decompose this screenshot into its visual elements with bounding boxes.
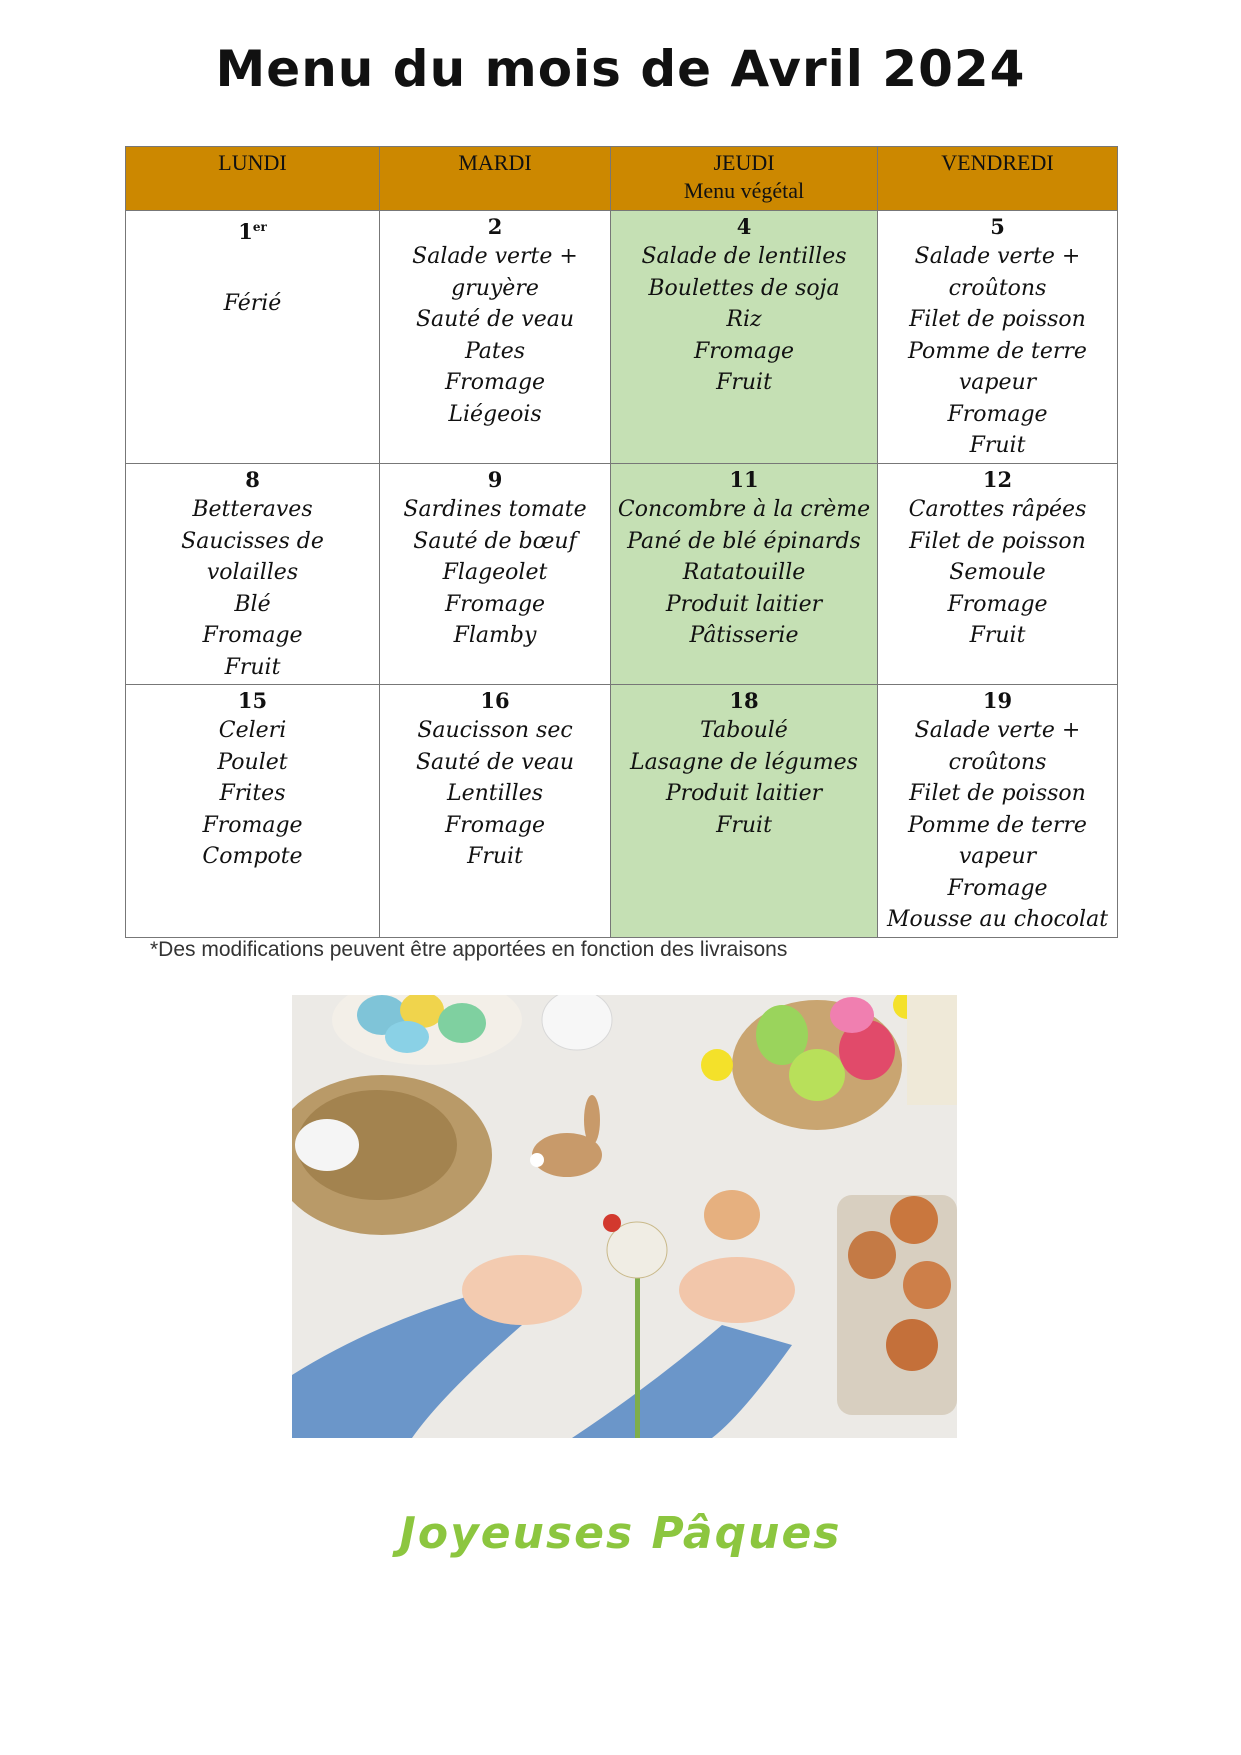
- dish: Produit laitier: [665, 591, 823, 617]
- dish: croûtons: [948, 749, 1047, 775]
- dish: Filet de poisson: [909, 307, 1086, 332]
- dish: Celeri: [218, 718, 287, 743]
- page-title: Menu du mois de Avril 2024: [215, 40, 1026, 98]
- dish: Flamby: [453, 623, 537, 648]
- day-cell-lundi: [126, 464, 380, 685]
- dish: Produit laitier: [665, 781, 823, 806]
- dish: Taboulé: [700, 718, 788, 743]
- day-number: 15: [237, 688, 268, 713]
- menu-table: [125, 146, 1118, 938]
- dish: Pates: [464, 338, 526, 364]
- dish: Liégeois: [448, 401, 542, 427]
- dish: Férié: [223, 291, 282, 316]
- day-cell-mardi: [380, 685, 611, 938]
- dish: Ratatouille: [682, 560, 806, 585]
- day-number: 1er: [238, 219, 267, 244]
- dish: gruyère: [451, 275, 539, 301]
- day-cell-vendredi: [878, 211, 1118, 464]
- header-lundi: LUNDI: [126, 147, 380, 211]
- header-jeudi-subtitle: Menu végétal: [683, 178, 805, 203]
- dish: Concombre à la crème: [617, 497, 871, 522]
- dish: Fromage: [947, 591, 1048, 617]
- day-number: 19: [982, 688, 1013, 713]
- dish: Pâtisserie: [689, 623, 799, 648]
- day-number: 8: [245, 467, 260, 492]
- dish: Compote: [202, 844, 303, 869]
- dish: Fruit: [716, 370, 772, 395]
- day-number: 2: [487, 214, 503, 239]
- dish: Fromage: [444, 591, 546, 617]
- dish: Sauté de veau: [415, 749, 575, 775]
- dish: Fromage: [202, 623, 303, 648]
- day-number: 9: [487, 467, 503, 492]
- dish: Fruit: [224, 654, 281, 680]
- dish: Blé: [234, 591, 271, 617]
- day-number: 4: [736, 214, 752, 239]
- header-row: [126, 147, 1118, 211]
- day-number: 16: [480, 688, 510, 713]
- day-cell-jeudi: [611, 464, 878, 685]
- dish: Flageolet: [442, 560, 548, 585]
- dish: Fromage: [202, 812, 303, 838]
- dish: Salade de lentilles: [641, 244, 847, 269]
- day-number: 18: [729, 688, 759, 713]
- easter-photo: [292, 995, 957, 1438]
- dish: Fromage: [444, 812, 546, 838]
- dish: Salade verte +: [914, 244, 1081, 269]
- dish: Carottes râpées: [908, 497, 1087, 522]
- dish: Salade verte +: [412, 244, 578, 269]
- week-row: [126, 211, 1118, 464]
- day-number: 5: [990, 214, 1005, 239]
- day-cell-jeudi: [611, 685, 878, 938]
- day-number: 11: [729, 467, 759, 492]
- dish: Lasagne de légumes: [630, 749, 858, 775]
- dish: Fromage: [947, 875, 1048, 901]
- dish: vapeur: [958, 370, 1037, 395]
- dish: Salade verte +: [914, 718, 1081, 743]
- dish: vapeur: [958, 844, 1037, 869]
- dish: Saucisses de: [181, 528, 324, 554]
- dish: Fruit: [716, 812, 772, 838]
- day-cell-lundi: [126, 211, 380, 464]
- dish: Pomme de terre: [908, 812, 1087, 838]
- day-cell-vendredi: [878, 685, 1118, 938]
- dish: Betteraves: [192, 497, 313, 522]
- dish: Frites: [219, 781, 286, 806]
- dish: Saucisson sec: [417, 718, 573, 743]
- dish: Pané de blé épinards: [627, 528, 861, 554]
- dish: Filet de poisson: [909, 528, 1086, 554]
- header-vendredi: VENDREDI: [878, 147, 1118, 211]
- week-row: [126, 685, 1118, 938]
- dish: Fromage: [947, 401, 1048, 427]
- dish: Sauté de bœuf: [413, 528, 577, 554]
- disclaimer-note: *Des modifications peuvent être apportées en fonction des livraisons: [150, 938, 788, 961]
- dish: Fruit: [969, 433, 1026, 458]
- dish: Riz: [726, 307, 762, 332]
- dish: Fruit: [467, 844, 523, 869]
- dish: Sauté de veau: [415, 307, 575, 332]
- header-jeudi: [611, 147, 878, 211]
- dish: Lentilles: [446, 781, 544, 806]
- greeting-text: Joyeuses Pâques: [399, 1508, 842, 1559]
- dish: Boulettes de soja: [648, 275, 840, 301]
- day-cell-mardi: [380, 464, 611, 685]
- dish: Sardines tomate: [403, 497, 587, 522]
- header-mardi: MARDI: [380, 147, 611, 211]
- dish: Fromage: [693, 338, 795, 364]
- week-row: [126, 464, 1118, 685]
- day-suffix: er: [252, 220, 267, 234]
- day-cell-mardi: [380, 211, 611, 464]
- dish: Mousse au chocolat: [886, 907, 1109, 932]
- day-cell-jeudi: [611, 211, 878, 464]
- dish: Pomme de terre: [908, 338, 1087, 364]
- day-cell-vendredi: [878, 464, 1118, 685]
- dish: Poulet: [217, 749, 288, 775]
- dish: Semoule: [949, 560, 1046, 585]
- dish: croûtons: [948, 275, 1047, 301]
- dish: Fromage: [444, 370, 546, 395]
- dish: Filet de poisson: [909, 781, 1086, 806]
- dish: Fruit: [969, 623, 1026, 648]
- day-cell-lundi: [126, 685, 380, 938]
- dish: volailles: [206, 560, 299, 585]
- header-jeudi-label: JEUDI: [713, 150, 775, 175]
- day-number: 12: [982, 467, 1013, 492]
